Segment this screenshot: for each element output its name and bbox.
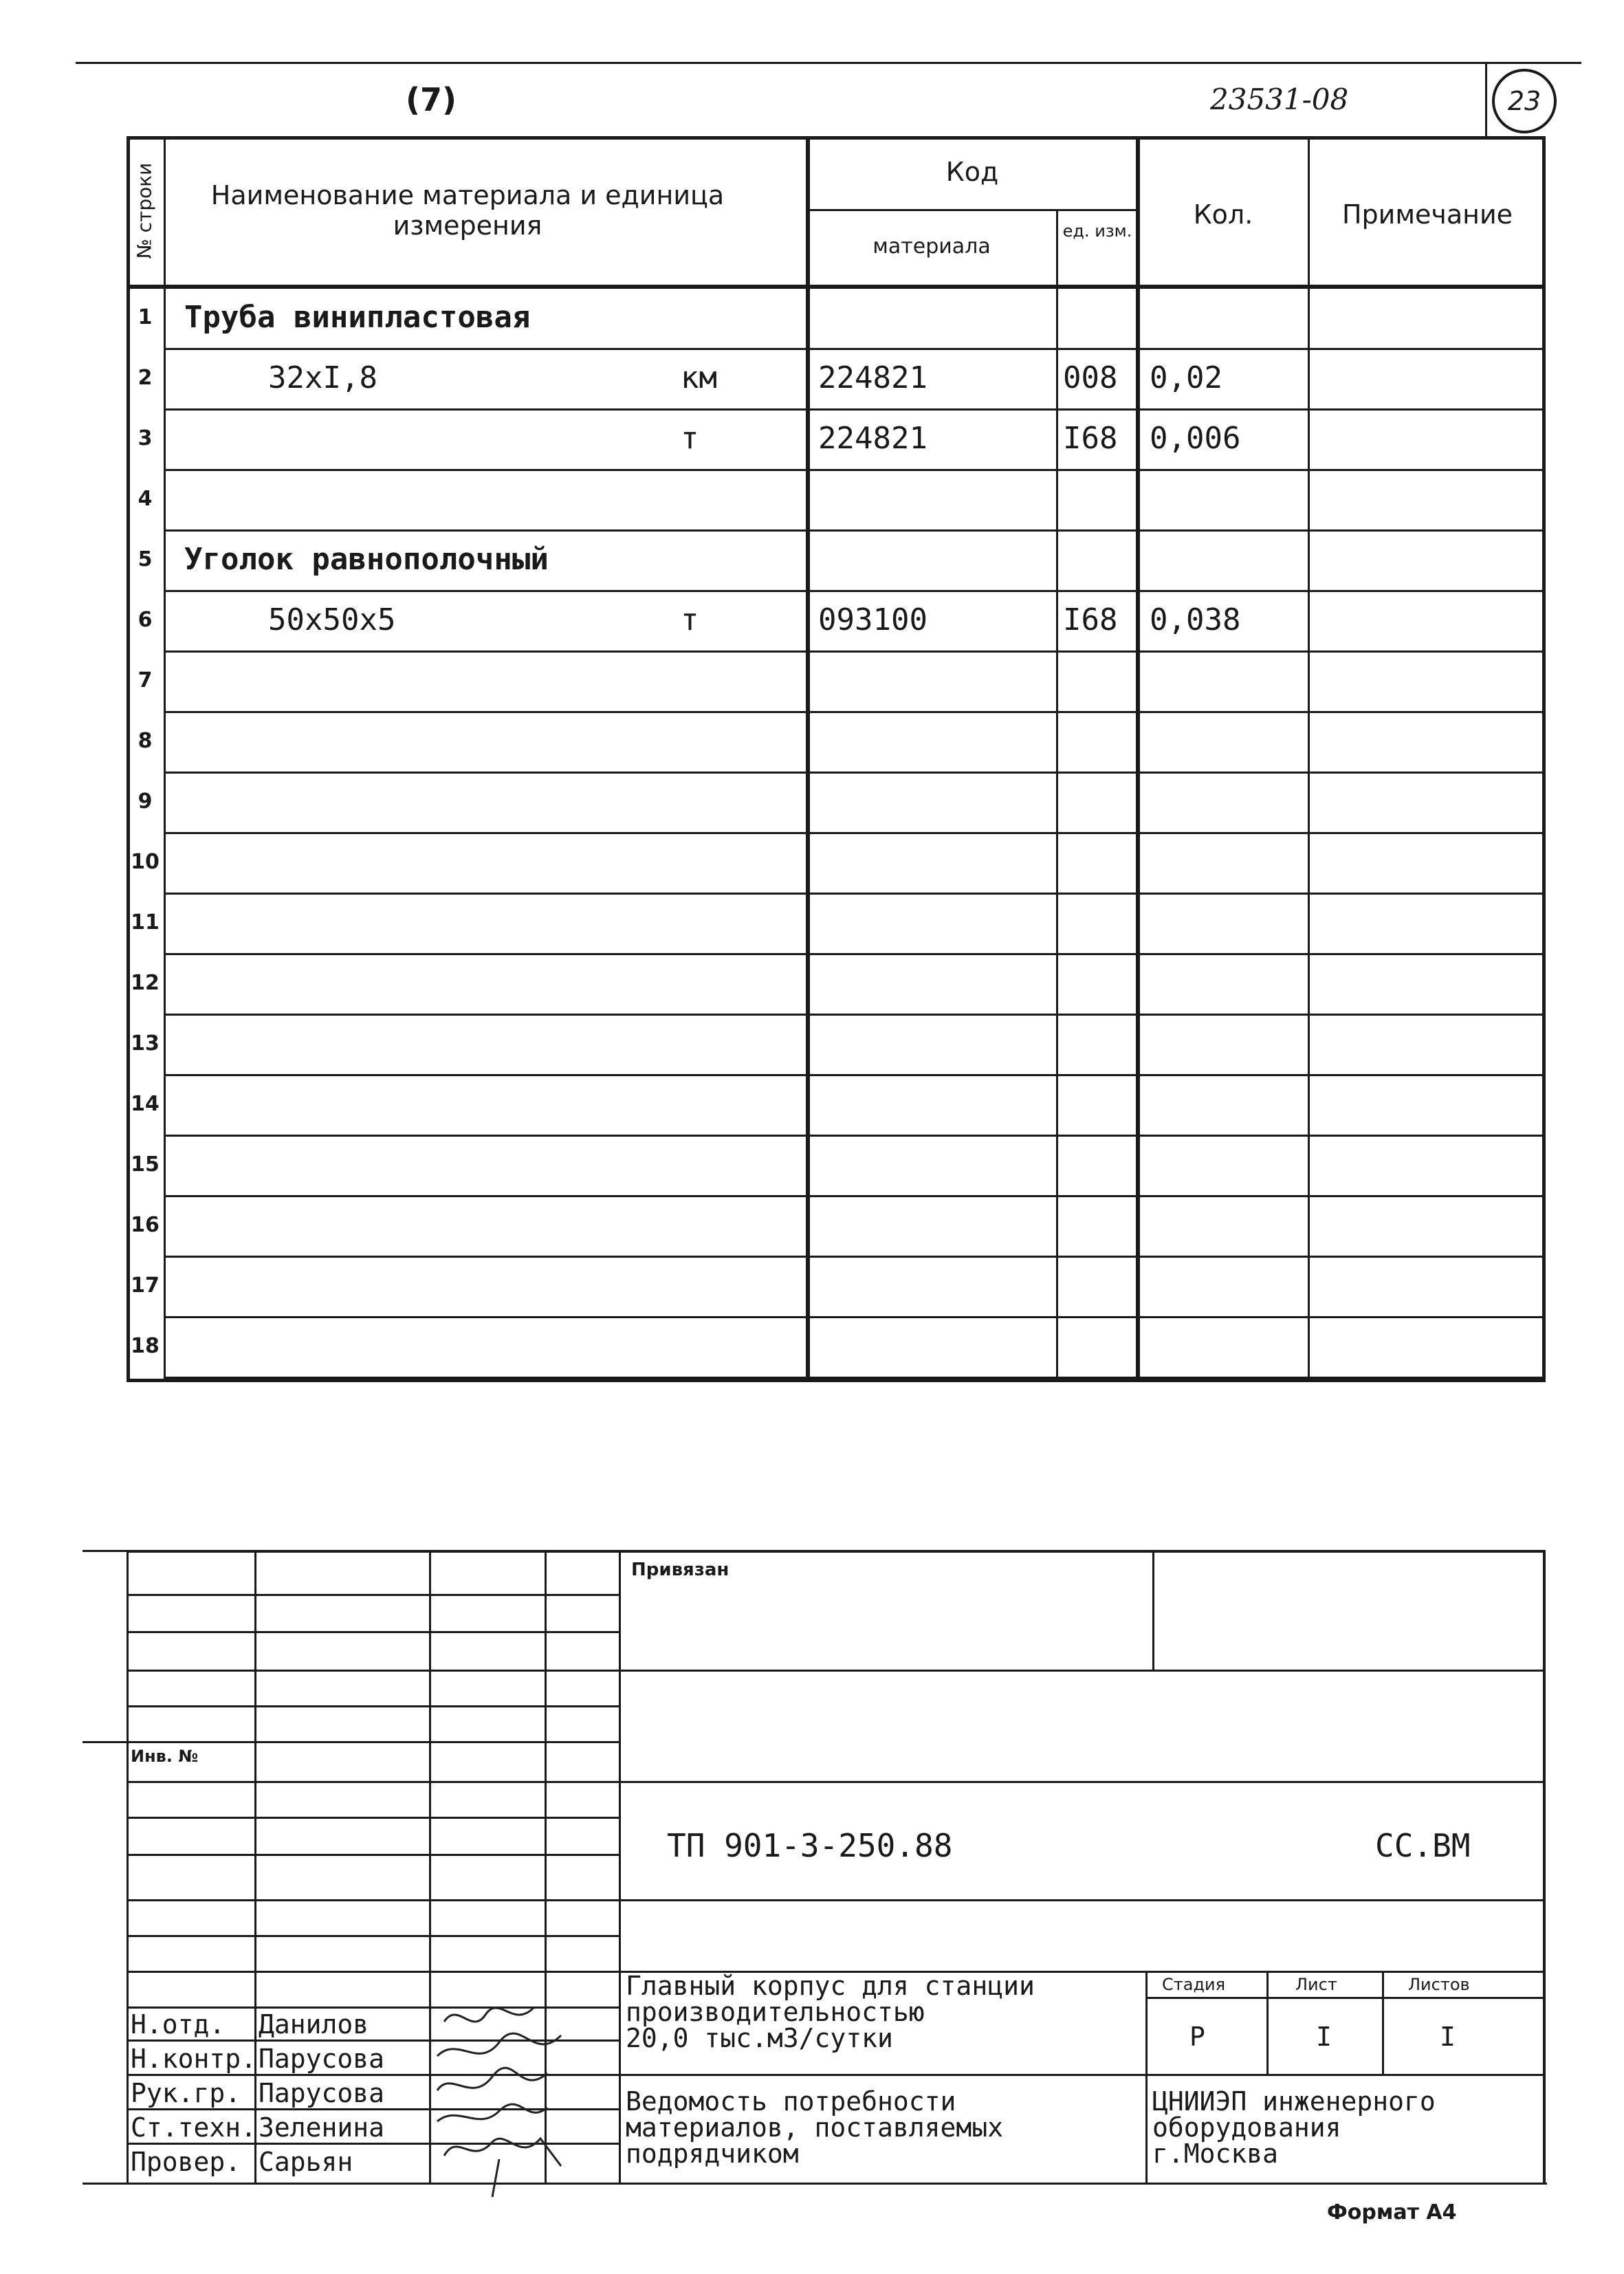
row-divider (164, 590, 1546, 592)
header-divider (1485, 62, 1487, 138)
row-divider (164, 348, 1546, 350)
unit: т (681, 421, 699, 456)
page-number: 23 (1507, 86, 1541, 116)
unit-code: I68 (1063, 421, 1118, 456)
top-border-line (76, 62, 1581, 64)
header-name (206, 180, 729, 241)
sheets-label: Листов (1408, 1975, 1470, 1994)
material-code: 224821 (818, 360, 928, 395)
org-line-1: ЦНИИЭП инженерного (1152, 2086, 1436, 2117)
row-divider (164, 469, 1546, 471)
header-code-unit: ед. изм. (1062, 221, 1132, 241)
sheet-label: Лист (1295, 1975, 1337, 1994)
unit-code: I68 (1063, 602, 1118, 637)
inv-label: Инв. № (131, 1747, 199, 1766)
material-name: 32xI,8 (268, 360, 377, 395)
tb-grid-v1 (254, 1550, 256, 2183)
tb-grid-line (127, 1631, 619, 1633)
row-number: 4 (138, 487, 153, 511)
header-code-material: материала (873, 234, 991, 259)
signature-role: Н.контр. (131, 2044, 257, 2074)
stage-label: Стадия (1162, 1975, 1226, 1994)
stage-divider-left (1145, 1971, 1148, 2183)
signature-name: Сарьян (259, 2147, 353, 2177)
stage-divider-mid (1266, 1971, 1269, 2074)
sheet-title-line-2: материалов, поставляемых (626, 2112, 1004, 2143)
doc-number-handwritten: 23531-08 (1210, 83, 1349, 116)
row-number: 15 (131, 1152, 160, 1177)
row-divider (164, 529, 1546, 532)
tb-grid-line (127, 1854, 619, 1856)
row-number: 11 (131, 910, 160, 934)
title-line-1: Главный корпус для станции (626, 1971, 1035, 2001)
signature-scribbles (430, 1994, 630, 2200)
row-divider (164, 772, 1546, 774)
tb-grid-line (127, 1705, 619, 1707)
row-number: 13 (131, 1031, 160, 1056)
unit-code: 008 (1063, 360, 1118, 395)
row-number: 7 (138, 668, 153, 692)
signature-name: Данилов (259, 2009, 369, 2040)
unit: т (681, 602, 699, 637)
org-line-2: оборудования (1152, 2112, 1341, 2143)
signature-name: Парусова (259, 2044, 385, 2074)
row-number: 17 (131, 1273, 160, 1298)
sheet-title-line-1: Ведомость потребности (626, 2086, 956, 2117)
row-number: 10 (131, 850, 160, 874)
code-row-top (619, 1781, 1546, 1783)
row-number: 3 (138, 426, 153, 450)
format-label: Формат А4 (1327, 2200, 1457, 2224)
row-divider (164, 651, 1546, 653)
row-number: 2 (138, 366, 153, 390)
row-divider (164, 408, 1546, 411)
tb-grid-line (127, 1670, 619, 1672)
signature-role: Ст.техн. (131, 2112, 257, 2143)
quantity: 0,006 (1150, 421, 1241, 456)
row-divider (164, 1074, 1546, 1076)
privyazan-label: Привязан (631, 1560, 729, 1580)
row-number: 12 (131, 971, 160, 995)
row-number: 9 (138, 789, 153, 813)
material-code: 224821 (818, 421, 928, 456)
row-divider (164, 1195, 1546, 1197)
stage-header-line (1145, 1997, 1546, 1999)
table-header-bottom (127, 285, 1546, 289)
signature-role: Н.отд. (131, 2009, 226, 2040)
quantity: 0,038 (1150, 602, 1241, 637)
sheets-value: I (1440, 2022, 1456, 2052)
row-number: 16 (131, 1213, 160, 1237)
material-name: Уголок равнополочный (184, 542, 549, 577)
row-number: 14 (131, 1092, 160, 1116)
tb-left-line (127, 1550, 129, 2183)
title-line-2: производительностью (626, 1997, 925, 2027)
row-divider (164, 711, 1546, 713)
material-code: 093100 (818, 602, 928, 637)
tb-grid-line (127, 1741, 619, 1743)
tb-grid-line (127, 1899, 619, 1901)
title-line-3: 20,0 тыс.м3/сутки (626, 2023, 893, 2053)
row-divider (164, 953, 1546, 955)
row-divider (164, 893, 1546, 895)
sheet-title-line-3: подрядчиком (626, 2139, 799, 2169)
row-number: 18 (131, 1334, 160, 1358)
row-divider (164, 1377, 1546, 1379)
row-divider (164, 1135, 1546, 1137)
privyazan-divider (1152, 1550, 1154, 1671)
project-code: ТП 901-3-250.88 (667, 1827, 953, 1864)
tb-grid-line (127, 1594, 619, 1596)
row-divider (164, 1256, 1546, 1258)
header-name-text: Наименование материала и единица измерения (210, 180, 725, 241)
quantity: 0,02 (1150, 360, 1222, 395)
unit: км (681, 360, 717, 395)
tb-grid-line (127, 1781, 619, 1783)
material-name: Труба винипластовая (184, 300, 531, 335)
bottom-border-line (83, 2183, 1547, 2185)
material-name: 50x50x5 (268, 602, 396, 637)
signature-name: Парусова (259, 2078, 385, 2108)
row-number: 8 (138, 729, 153, 753)
left-tick-1 (83, 1550, 128, 1552)
doc-code: СС.ВМ (1375, 1827, 1471, 1864)
row-number: 6 (138, 608, 153, 632)
stage-divider-right (1382, 1971, 1384, 2074)
header-qty: Кол. (1193, 199, 1253, 230)
code-subheader-line (808, 209, 1137, 211)
row-divider (164, 1014, 1546, 1016)
privyazan-bottom (619, 1670, 1546, 1672)
signature-role: Провер. (131, 2147, 241, 2177)
row-number: 1 (138, 305, 153, 329)
tb-grid-line (127, 1971, 619, 1973)
row-divider (164, 1316, 1546, 1318)
row-divider (164, 832, 1546, 834)
header-code: Код (945, 157, 999, 187)
sheet-tag: (7) (406, 81, 457, 118)
tb-grid-line (127, 1935, 619, 1937)
code-row-bottom (619, 1899, 1546, 1901)
sheet-title-top (619, 2074, 1546, 2076)
left-tick-2 (83, 1741, 128, 1743)
col-line-code (1056, 209, 1058, 1382)
tb-grid-line (127, 1817, 619, 1819)
page-number-circle (1492, 69, 1557, 133)
stage-value: Р (1189, 2022, 1205, 2052)
header-rownum: № строки (133, 162, 156, 259)
org-line-3: г.Москва (1152, 2139, 1279, 2169)
header-note: Примечание (1341, 199, 1513, 230)
signature-role: Рук.гр. (131, 2078, 241, 2108)
row-number: 5 (138, 547, 153, 571)
signature-name: Зеленина (259, 2112, 385, 2143)
sheet-value: I (1316, 2022, 1332, 2052)
